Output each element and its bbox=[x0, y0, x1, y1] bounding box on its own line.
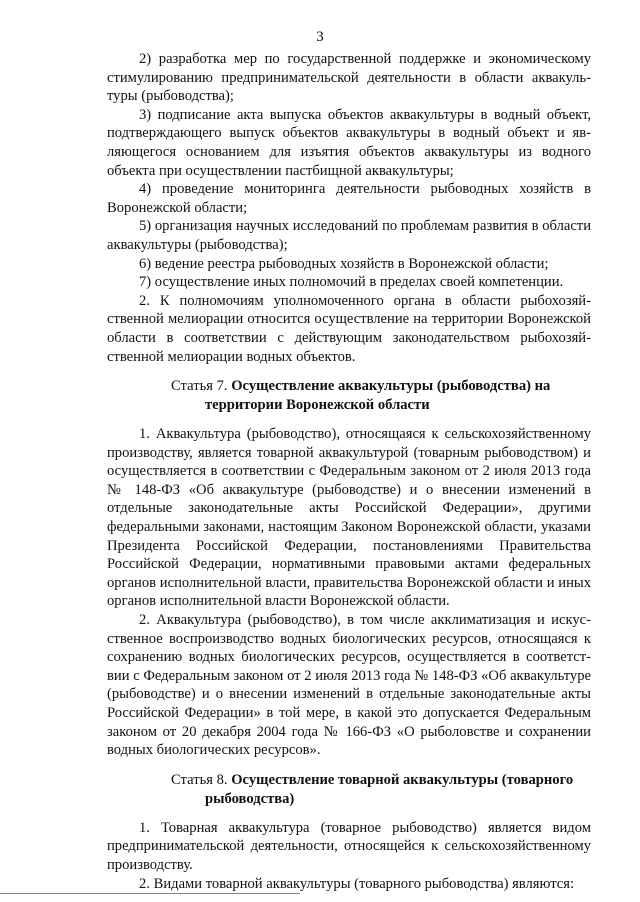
list-item: 4) проведение мониторинга деятельности рыбоводных хозяйств в Воронежской области; bbox=[107, 181, 591, 216]
article-8-heading bbox=[107, 771, 591, 809]
article-title: Осуществление аквакультуры (рыбоводства) на bbox=[231, 378, 551, 395]
list-item: 6) ведение реестра рыбоводных хозяйств в Воронежской области; bbox=[139, 255, 549, 272]
list-item: 5) организация научных исследований по проблемам развития в области аквакультуры (рыбоводства); bbox=[107, 218, 591, 253]
powers-list bbox=[107, 50, 591, 366]
article-title: Осуществление товарной аквакультуры (товарного bbox=[231, 771, 574, 788]
article-label: Статья 7. bbox=[171, 378, 232, 395]
article-8-body bbox=[107, 819, 591, 893]
paragraph: 1. Товарная аквакультура (товарное рыбоводство) является видом предпринимательской деятельности, относящейся к сельскохозяйственному производству. bbox=[107, 819, 591, 873]
article-label: Статья 8. bbox=[171, 771, 232, 788]
document-body bbox=[107, 50, 591, 893]
article-title-continued: территории Воронежской области bbox=[205, 397, 430, 414]
paragraph: 1. Аквакультура (рыбоводство), относящаяся к сельскохозяйственному производству, является товарной аквакультурой (товарным рыбоводством) и осуществляется в соответствии с Федеральным законом от 2 июля 2013 года № 148-ФЗ «Об аквакультуре (рыбоводстве) и о внесении изменений в отдельные законодательные акты Российской Федерации», другими федеральными законами, настоящим Законом Воронежской области, указами Президента Российской Федерации, постановлениями Правительства Российской Федерации, нормативными правовыми актами федеральных органов исполнительной власти, правительства Воронежской области и иных органов исполнительной власти Воронежской области. bbox=[107, 426, 591, 610]
article-7-heading bbox=[107, 377, 591, 415]
article-7-body bbox=[107, 425, 591, 760]
list-item: 3) подписание акта выпуска объектов аквакультуры в водный объект, подтверждающего выпуск объектов аквакультуры в водный объект и являющегося основанием для изъятия объектов аквакультуры из водного объекта при осуществлении пастбищной аквакультуры; bbox=[107, 106, 591, 179]
paragraph: 2. Аквакультура (рыбоводство), в том числе акклиматизация и искусственное воспроизводство водных биологических ресурсов, относящаяся к сохранению водных биологических ресурсов, осуществляется в соответствии с Федеральным законом от 2 июля 2013 года № 148-ФЗ «Об аквакультуре (рыбоводстве) и о внесении изменений в отдельные законодательные акты Российской Федерации» в той мере, в какой это допускается Федеральным законом от 20 декабря 2004 года № 166-ФЗ «О рыболовстве и сохранении водных биологических ресурсов». bbox=[107, 612, 591, 759]
article-title-continued: рыбоводства) bbox=[205, 790, 295, 807]
page-number: 3 bbox=[316, 29, 324, 45]
list-item: 7) осуществление иных полномочий в пределах своей компетенции. bbox=[139, 274, 564, 291]
paragraph: 2. К полномочиям уполномоченного органа в области рыбохозяйственной мелиорации относится осуществление на территории Воронежской области в соответствии с действующим законодательством рыбохозяйственной мелиорации водных объектов. bbox=[107, 292, 591, 365]
list-item: 2) разработка мер по государственной поддержке и экономическому стимулированию предпринимательской деятельности в области аквакультуры (рыбоводства); bbox=[107, 51, 591, 105]
page-edge-line bbox=[0, 893, 300, 894]
paragraph: 2. Видами товарной аквакультуры (товарного рыбоводства) являются: bbox=[139, 875, 575, 892]
